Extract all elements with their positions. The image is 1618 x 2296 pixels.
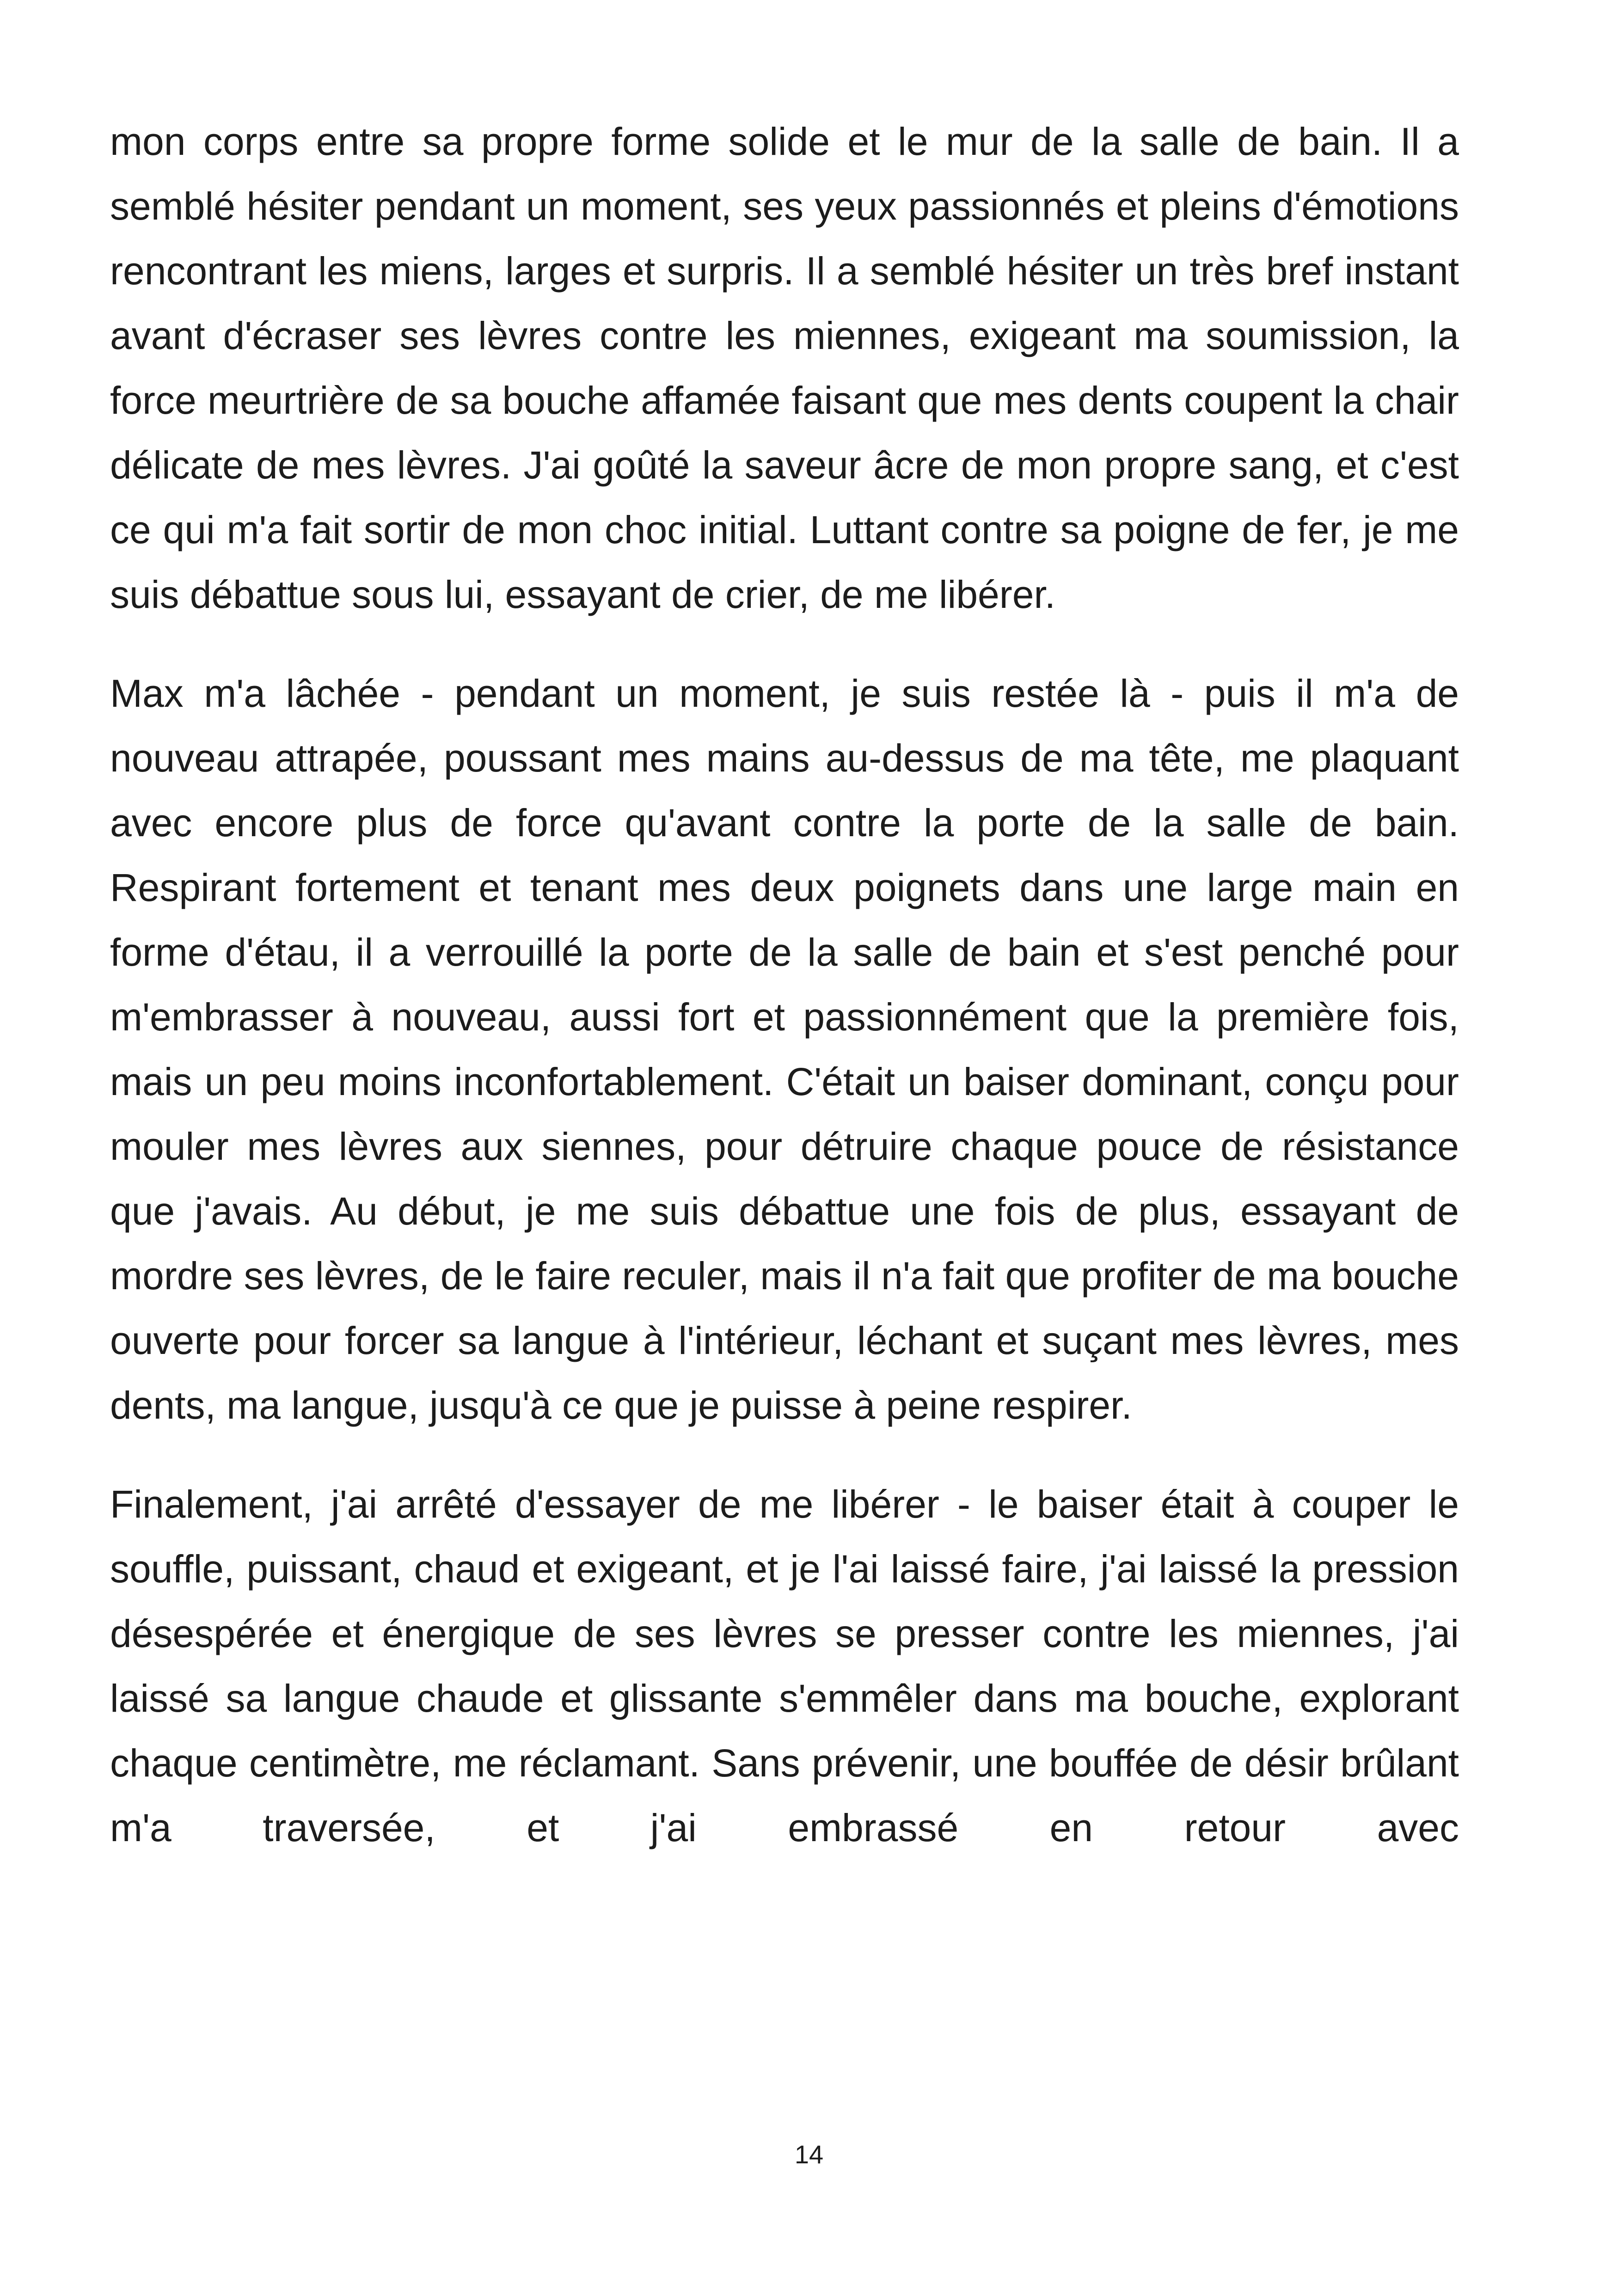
page-body (110, 109, 1459, 1894)
paragraph-2: Max m'a lâchée - pendant un moment, je suis restée là - puis il m'a de nouveau attrapée, poussant mes mains au-dessus de ma tête, me plaquant avec encore plus de force qu'avant contre la porte de la salle de bain. Respirant fortement et tenant mes deux poignets dans une large main en forme d'étau, il a verrouillé la porte de la salle de bain et s'est penché pour m'embrasser à nouveau, aussi fort et passionnément que la première fois, mais un peu moins inconfortablement. C'était un baiser dominant, conçu pour mouler mes lèvres aux siennes, pour détruire chaque pouce de résistance que j'avais. Au début, je me suis débattue une fois de plus, essayant de mordre ses lèvres, de le faire reculer, mais il n'a fait que profiter de ma bouche ouverte pour forcer sa langue à l'intérieur, léchant et suçant mes lèvres, mes dents, ma langue, jusqu'à ce que je puisse à peine respirer. (110, 672, 1459, 1427)
page-number: 14 (794, 2140, 824, 2169)
paragraph-3: Finalement, j'ai arrêté d'essayer de me libérer - le baiser était à couper le souffle, puissant, chaud et exigeant, et je l'ai laissé faire, j'ai laissé la pression désespérée et énergique de ses lèvres se presser contre les miennes, j'ai laissé sa langue chaude et glissante s'emmêler dans ma bouche, explorant chaque centimètre, me réclamant. Sans prévenir, une bouffée de désir brûlant m'a traversée, et j'ai embrassé en retour avec (110, 1482, 1459, 1849)
paragraph-1: mon corps entre sa propre forme solide et le mur de la salle de bain. Il a semblé hésiter pendant un moment, ses yeux passionnés et pleins d'émotions rencontrant les miens, larges et surpris. Il a semblé hésiter un très bref instant avant d'écraser ses lèvres contre les miennes, exigeant ma soumission, la force meurtrière de sa bouche affamée faisant que mes dents coupent la chair délicate de mes lèvres. J'ai goûté la saveur âcre de mon propre sang, et c'est ce qui m'a fait sortir de mon choc initial. Luttant contre sa poigne de fer, je me suis débattue sous lui, essayant de crier, de me libérer. (110, 120, 1459, 616)
